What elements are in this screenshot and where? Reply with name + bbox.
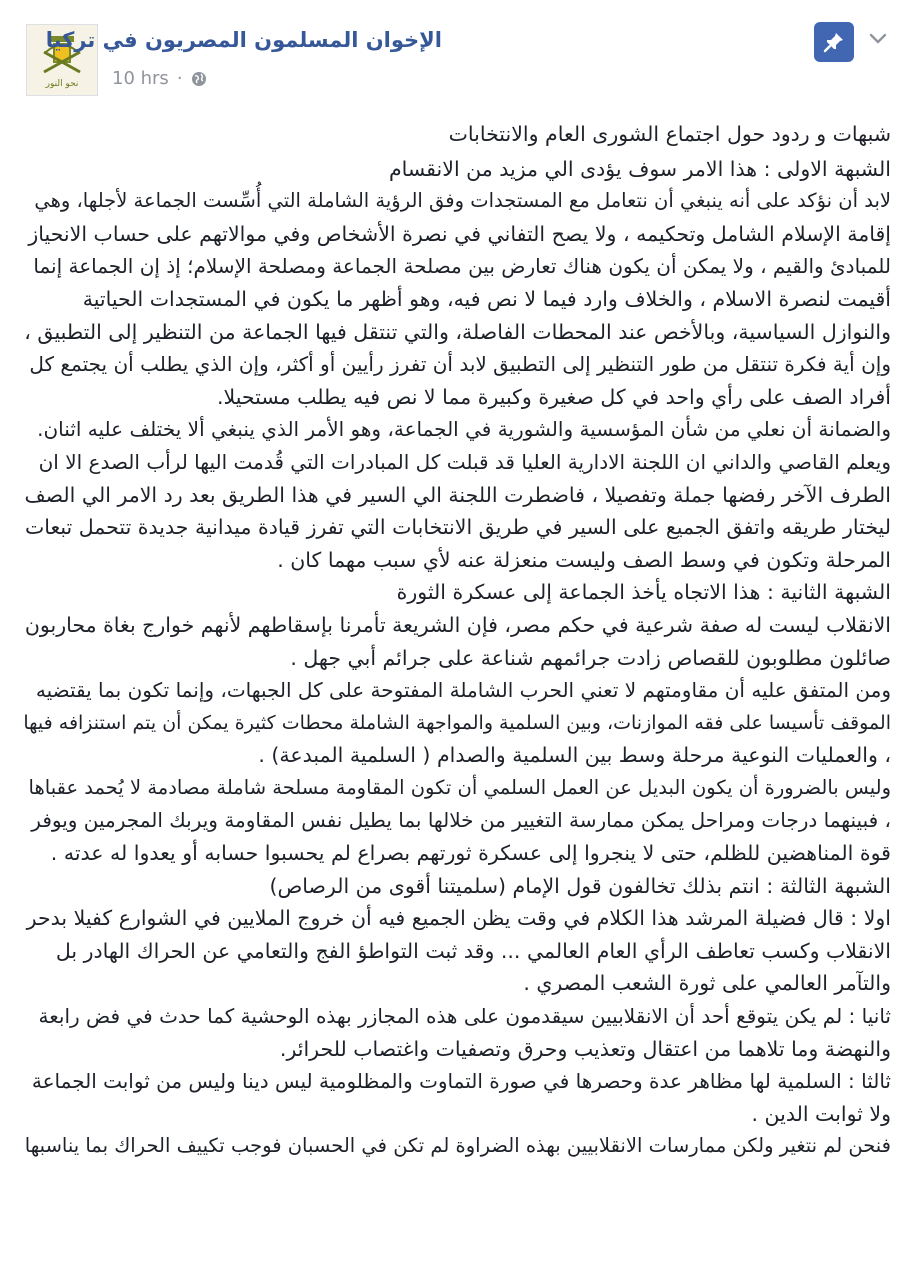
post-line: ، فبينهما درجات ومراحل يمكن ممارسة التغيير من خلالها بما يطيل نفس المقاومة ويربك المجرمين ويوفر (31, 808, 891, 833)
pin-button[interactable] (814, 22, 854, 62)
post-line: والضمانة أن نعلي من شأن المؤسسية والشورية في الجماعة، وهو الأمر الذي ينبغي ألا يختلف عليه اثنان. (37, 417, 891, 442)
post-line: الشبهة الثانية : هذا الاتجاه يأخذ الجماعة إلى عسكرة الثورة (396, 580, 891, 605)
logo-text: نحو النور (45, 79, 79, 89)
post-line: ولا ثوابت الدين . (751, 1101, 891, 1126)
post-body (18, 118, 891, 1163)
post-line: قوة المناهضين للظلم، حتى لا ينجروا إلى عسكرة ثورتهم بصراع لم يحسبوا حسابه أو يعدوا له عدته . (50, 841, 891, 866)
page-name-link[interactable]: الإخوان المسلمون المصريون في تركيا (45, 28, 442, 52)
post-line: الانقلاب ليست له صفة شرعية في حكم مصر، فإن الشريعة تأمرنا بإسقاطهم لأنهم خوارج بغاة محاربون (24, 612, 891, 637)
timestamp-link[interactable]: 10 hrs (112, 68, 169, 89)
post-line: ليختار طريقه واتفق الجميع على السير في طريق الانتخابات التي تفرز قيادة ميدانية جديدة تتحمل تبعات (24, 515, 891, 540)
post-line: ويعلم القاصي والداني ان اللجنة الادارية العليا قد قبلت كل المبادرات التي قُدمت اليها لرأب الصدع الا ان (38, 449, 891, 474)
post-line: والنوازل السياسية، وبالأخص عند المحطات الفاصلة، والتي تنتقل فيها الجماعة من التنظير إلى التطبيق ، (24, 319, 891, 344)
post-line: اولا : قال فضيلة المرشد هذا الكلام في وقت يظن الجميع فيه أن خروج الملايين في الشوارع كفيلا بدحر (26, 906, 891, 931)
post-line: ، والعمليات النوعية مرحلة وسط بين السلمية والصدام ( السلمية المبدعة) . (258, 743, 891, 768)
globe-icon[interactable] (191, 71, 207, 87)
post-line: ثالثا : السلمية لها مظاهر عدة وحصرها في صورة التماوت والمظلومية ليس دينا وليس من ثوابت الجماعة (31, 1069, 891, 1094)
post-line: للمبادئ والقيم ، ولا يمكن أن يكون هناك تعارض بين مصلحة الجماعة ومصلحة الإسلام؛ إذ إن الجماعة إنما (33, 254, 891, 279)
post-line: لابد أن نؤكد على أنه ينبغي أن نتعامل مع المستجدات وفق الرؤية الشاملة التي أُسِّست الجماعة لأجلها، وهي (34, 189, 891, 213)
post-title: شبهات و ردود حول اجتماع الشورى العام والانتخابات (448, 122, 891, 146)
post-line: إقامة الإسلام الشامل وتحكيمه ، ولا يصح التفاني في نصرة الأشخاص وفي موالاتهم على حساب الانحياز (28, 221, 891, 246)
post-line: ومن المتفق عليه أن مقاومتهم لا تعني الحرب الشاملة المفتوحة على كل الجبهات، وإنما تكون بما يقتضيه (35, 678, 891, 703)
post-line: الموقف تأسيسا على فقه الموازنات، وبين السلمية والمواجهة الشاملة محطات كثيرة يمكن أن يتم استنزافه فيها (23, 711, 891, 734)
chevron-down-icon[interactable] (866, 26, 890, 50)
post-line: أقيمت لنصرة الاسلام ، والخلاف وارد فيما لا نص فيه، وهو أظهر ما يكون في المستجدات الحياتية (82, 286, 891, 311)
post-line: المرحلة وتكون في وسط الصف وليست منعزلة عنه لأي سبب مهما كان . (277, 547, 891, 572)
post-line: وليس بالضرورة أن يكون البديل عن العمل السلمي أن تكون المقاومة مسلحة شاملة مصادمة لا يُحمد عقباها (28, 775, 891, 799)
post-line: ثانيا : لم يكن يتوقع أحد أن الانقلابيين سيقدمون على هذه المجازر بهذه الوحشية كما حدث في فض رابعة (38, 1004, 891, 1029)
post-line: فنحن لم نتغير ولكن ممارسات الانقلابيين بهذه الضراوة لم تكن في الحسبان فوجب تكييف الحراك بما يناسبها (24, 1134, 891, 1158)
post-meta (112, 68, 207, 89)
post-line: أفراد الصف على رأي واحد في كل صغيرة وكبيرة مما لا نص فيه يطلب مستحيلا. (217, 384, 891, 409)
pin-icon (822, 30, 846, 54)
post-line: وإن أية فكرة تنتقل من طور التنظير إلى التطبيق لابد أن تفرز رأيين أو أكثر، وإن الذي يطلب أن يجتمع كل (29, 352, 891, 377)
post-line: الطرف الآخر رفضها جملة وتفصيلا ، فاضطرت اللجنة الي السير في هذا الطريق بعد رد الامر الي الصف (24, 482, 891, 507)
post-line: الانقلاب وكسب تعاطف الرأي العام العالمي ... وقد ثبت التواطؤ الفج والتعامي عن الحراك الهادر بل (55, 938, 891, 963)
post-line: والتآمر العالمي على ثورة الشعب المصري . (523, 971, 891, 996)
middot: · (176, 68, 183, 89)
post-header (0, 0, 909, 110)
post-line: الشبهة الثالثة : انتم بذلك تخالفون قول الإمام (سلميتنا أقوى من الرصاص) (269, 873, 891, 898)
post-line: صائلون مطلوبون للقصاص زادت جرائمهم شناعة على جرائم أبي جهل . (290, 645, 891, 670)
post-line: والنهضة وما تلاهما من اعتقال وتعذيب وحرق وتصفيات واغتصاب للحرائر. (279, 1036, 891, 1061)
post-line: الشبهة الاولى : هذا الامر سوف يؤدى الي مزيد من الانقسام (388, 156, 891, 181)
